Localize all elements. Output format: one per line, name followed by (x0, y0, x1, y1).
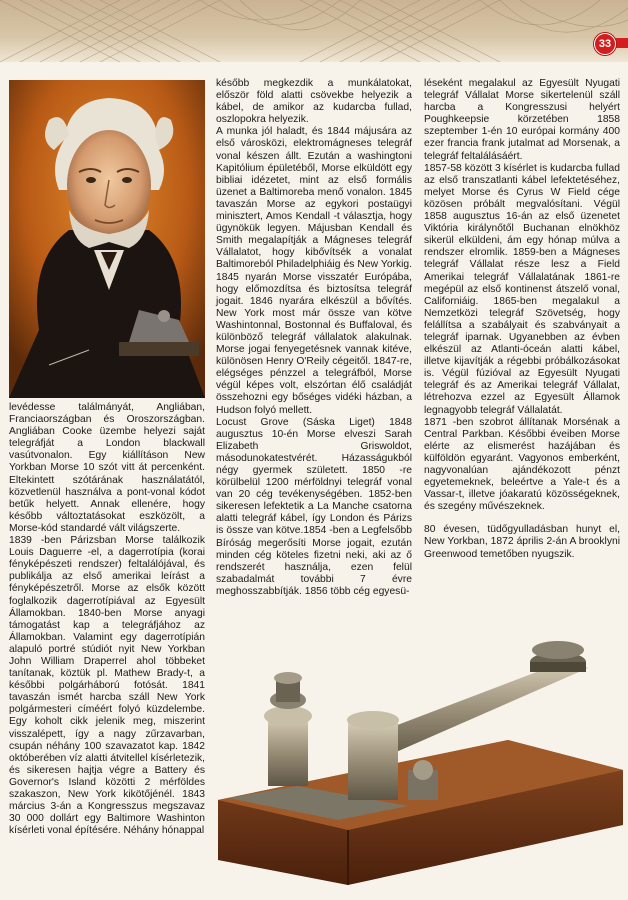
header-pattern (0, 0, 628, 62)
paragraph: 1857-58 között 3 kísérlet is kudarcba fullad az első transzatlanti kábel lefektetéséhez, melyet Morse és Cyrus W Field cége közösen próbált megvalósítani. Végül 1858 augusztus 16-án az első üzenetet Viktória királynőtől Buchanan elnökhöz sikerül elküldeni, ám egy hónap múlva a rendszer elromlik. 1859-ben a Mágneses telegráf Vállalat része lesz a Field Amerikai telegráf Vállalatának 1861-re megépül az első kontinenst átszelő vonal, Californiáig. 1865-ben megalakul a Nemzetközi telegráf Szövetség, hogy felállítsa a szabályait és szabványait a telegráf iparnak. Ugyanebben az évben elkészül az Atlanti-óceán alatti kábel, illetve kijavítják a régebbi próbálkozásokat is. Végül fúzióval az Egyesült Nyugati telegráf és az Amerikai telegráf Vállalat, létrehozva ezzel az Egyesült Államok legnagyobb telegráf Vállalatát. (424, 162, 620, 416)
paragraph: 1871 -ben szobrot állítanak Morsénak a Central Parkban. Későbbi éveiben Morse elérte az elismerést hazájában és külföldön egyaránt. Vagyonos emberként, nagyvonalúan ajándékozott pénzt egyetemeknek, beleértve a Yale-t és a Vassar-t, illetve jóakaratú közösségeknek, és szegény művészeknek. (424, 416, 620, 513)
paragraph: levédesse találmányát, Angliában, Franciaországban és Oroszországban. Angliában Cooke üzembe helyezi saját telegráfját a London blackwall vasútvonalon. Egy kiállításon New Yorkban Morse 10 szót vitt át percenként. Eltekintett szótárának használatától, közvetlenül használva a pont-vonal kódot betűk helyett. Annak ellenére, hogy később változtatásokat eszközölt, a Morse-kód standardé vált világszerte. (9, 402, 205, 534)
page-number-tab (614, 38, 628, 48)
telegraph-key-image (208, 620, 628, 890)
morse-portrait-image (9, 80, 205, 398)
paragraph: A munka jól haladt, és 1844 májusára az első városközi, elektromágneses telegráf vonal készen állt. Ezután a washingtoni Kapitólium épületéből, Morse elküldött egy bibliai idézetet, mint az első formális üzenet a Baltimoreba menő vonalon. 1845 tavaszán Morse az egykori postaügyi minisztert, Amos Kendall -t választja, hogy ügynökük legyen. Májusban Kendall és Smith megalapítják a Mágneses telegráf Vállalatot, hogy kibővítsék a vonalat Baltimoreból Philadelphiáig és New Yorkig. 1845 nyarán Morse visszatér Európába, hogy előmozdítsa és biztosítsa telegráf jogait. 1846 nyarára elkészül a bővítés. New York most már össze van kötve Washintonnal, Bostonnal és Buffaloval, és különböző telegráf vállalatok alakulnak. Morse jogai fenyegetésnek vannak kitéve, különösen Henry O'Reily cégeitől. 1847-re, elégséges pénzzel a telegráfból, Morse végül képes volt, elszórtan élő családját összehozni egy bőséges vidéki házban, a Hudson folyó mellett. (216, 126, 412, 416)
paragraph: később megkezdik a munkálatokat, először föld alatti csövekbe helyezik a kábel, de amikor az kudarcba fullad, oszlopokra helyezik. (216, 78, 412, 126)
text-column-3 (424, 78, 620, 561)
paragraph: Locust Grove (Sáska Liget) 1848 augusztus 10-én Morse elveszi Sarah Elizabeth Griswoldot, másodunokatestvérét. Házasságukból négy gyermek született. 1850 -re körülbelül 1200 mérföldnyi telegráf vonal van 20 cég tevékenységében. 1852-ben sikeresen lefektetik a La Manche csatorna alatti telegráf kábel, így London és Párizs is össze van kötve.1854 -ben a Legfelsőbb Bíróság megerősíti Morse jogait, ezután minden cég köteles fizetni neki, aki az ő rendszerét használja, ezen felül szabadalmát további 7 évre meghosszabbítják. 1856 több cég egyesü- (216, 416, 412, 597)
paragraph: 1839 -ben Párizsban Morse találkozik Louis Daguerre -el, a dagerrotípia (korai fényképészeti rendszer) feltalálójával, és publikálja az első amerikai leírást a fényképészetről. Morse az elsők között foglalkozik dagerrotípiával az Egyesült Államokban. 1840-ben Morse anyagi támogatást kap a telegráfjához az Államokban. Valamint egy dagerrotípián alapuló portré stúdiót nyit New Yorkban John William Draperrel ahol többeket tanítanak, köztük pl. Mathew Brady-t, a későbbi polgárháború fotósát. 1841 tavaszán ismét harcba száll New York polgármesteri címéért folyó küzdelembe. Egy koholt cikk jelenik meg, miszerint visszalépett, így a nagy zűrzavarban, csupán néhány 100 szavazatot kap. 1842 októberében víz alatti átvitellel kísérletezik, és sikeresen hajtja végre a Battery és Governor's Island közötti 2 mérföldes szakaszon, New York kikötőjénél. 1843 március 3-án a Kongresszus megszavaz 30 000 dollárt egy Baltimore Washinton kísérleti vonal építésére. Néhány hónappal (9, 535, 205, 837)
paragraph: léseként megalakul az Egyesült Nyugati telegráf Vállalat Morse sikertelenül száll harcba a Kongresszusi helyért Poughkeepsie körzetében 1858 szeptember 1-én 10 európai kormány 400 ezer francia frank jutalmat ad Morsenak, a telegráf feltalálásáért. (424, 78, 620, 162)
page-number: 33 (594, 33, 616, 55)
paragraph: 80 évesen, tüdőgyulladásban hunyt el, New Yorkban, 1872 április 2-án A brooklyni Greenwood temetőben nyugszik. (424, 524, 620, 560)
text-column-1 (9, 402, 205, 837)
text-column-2 (216, 78, 412, 598)
page-header (0, 0, 628, 62)
